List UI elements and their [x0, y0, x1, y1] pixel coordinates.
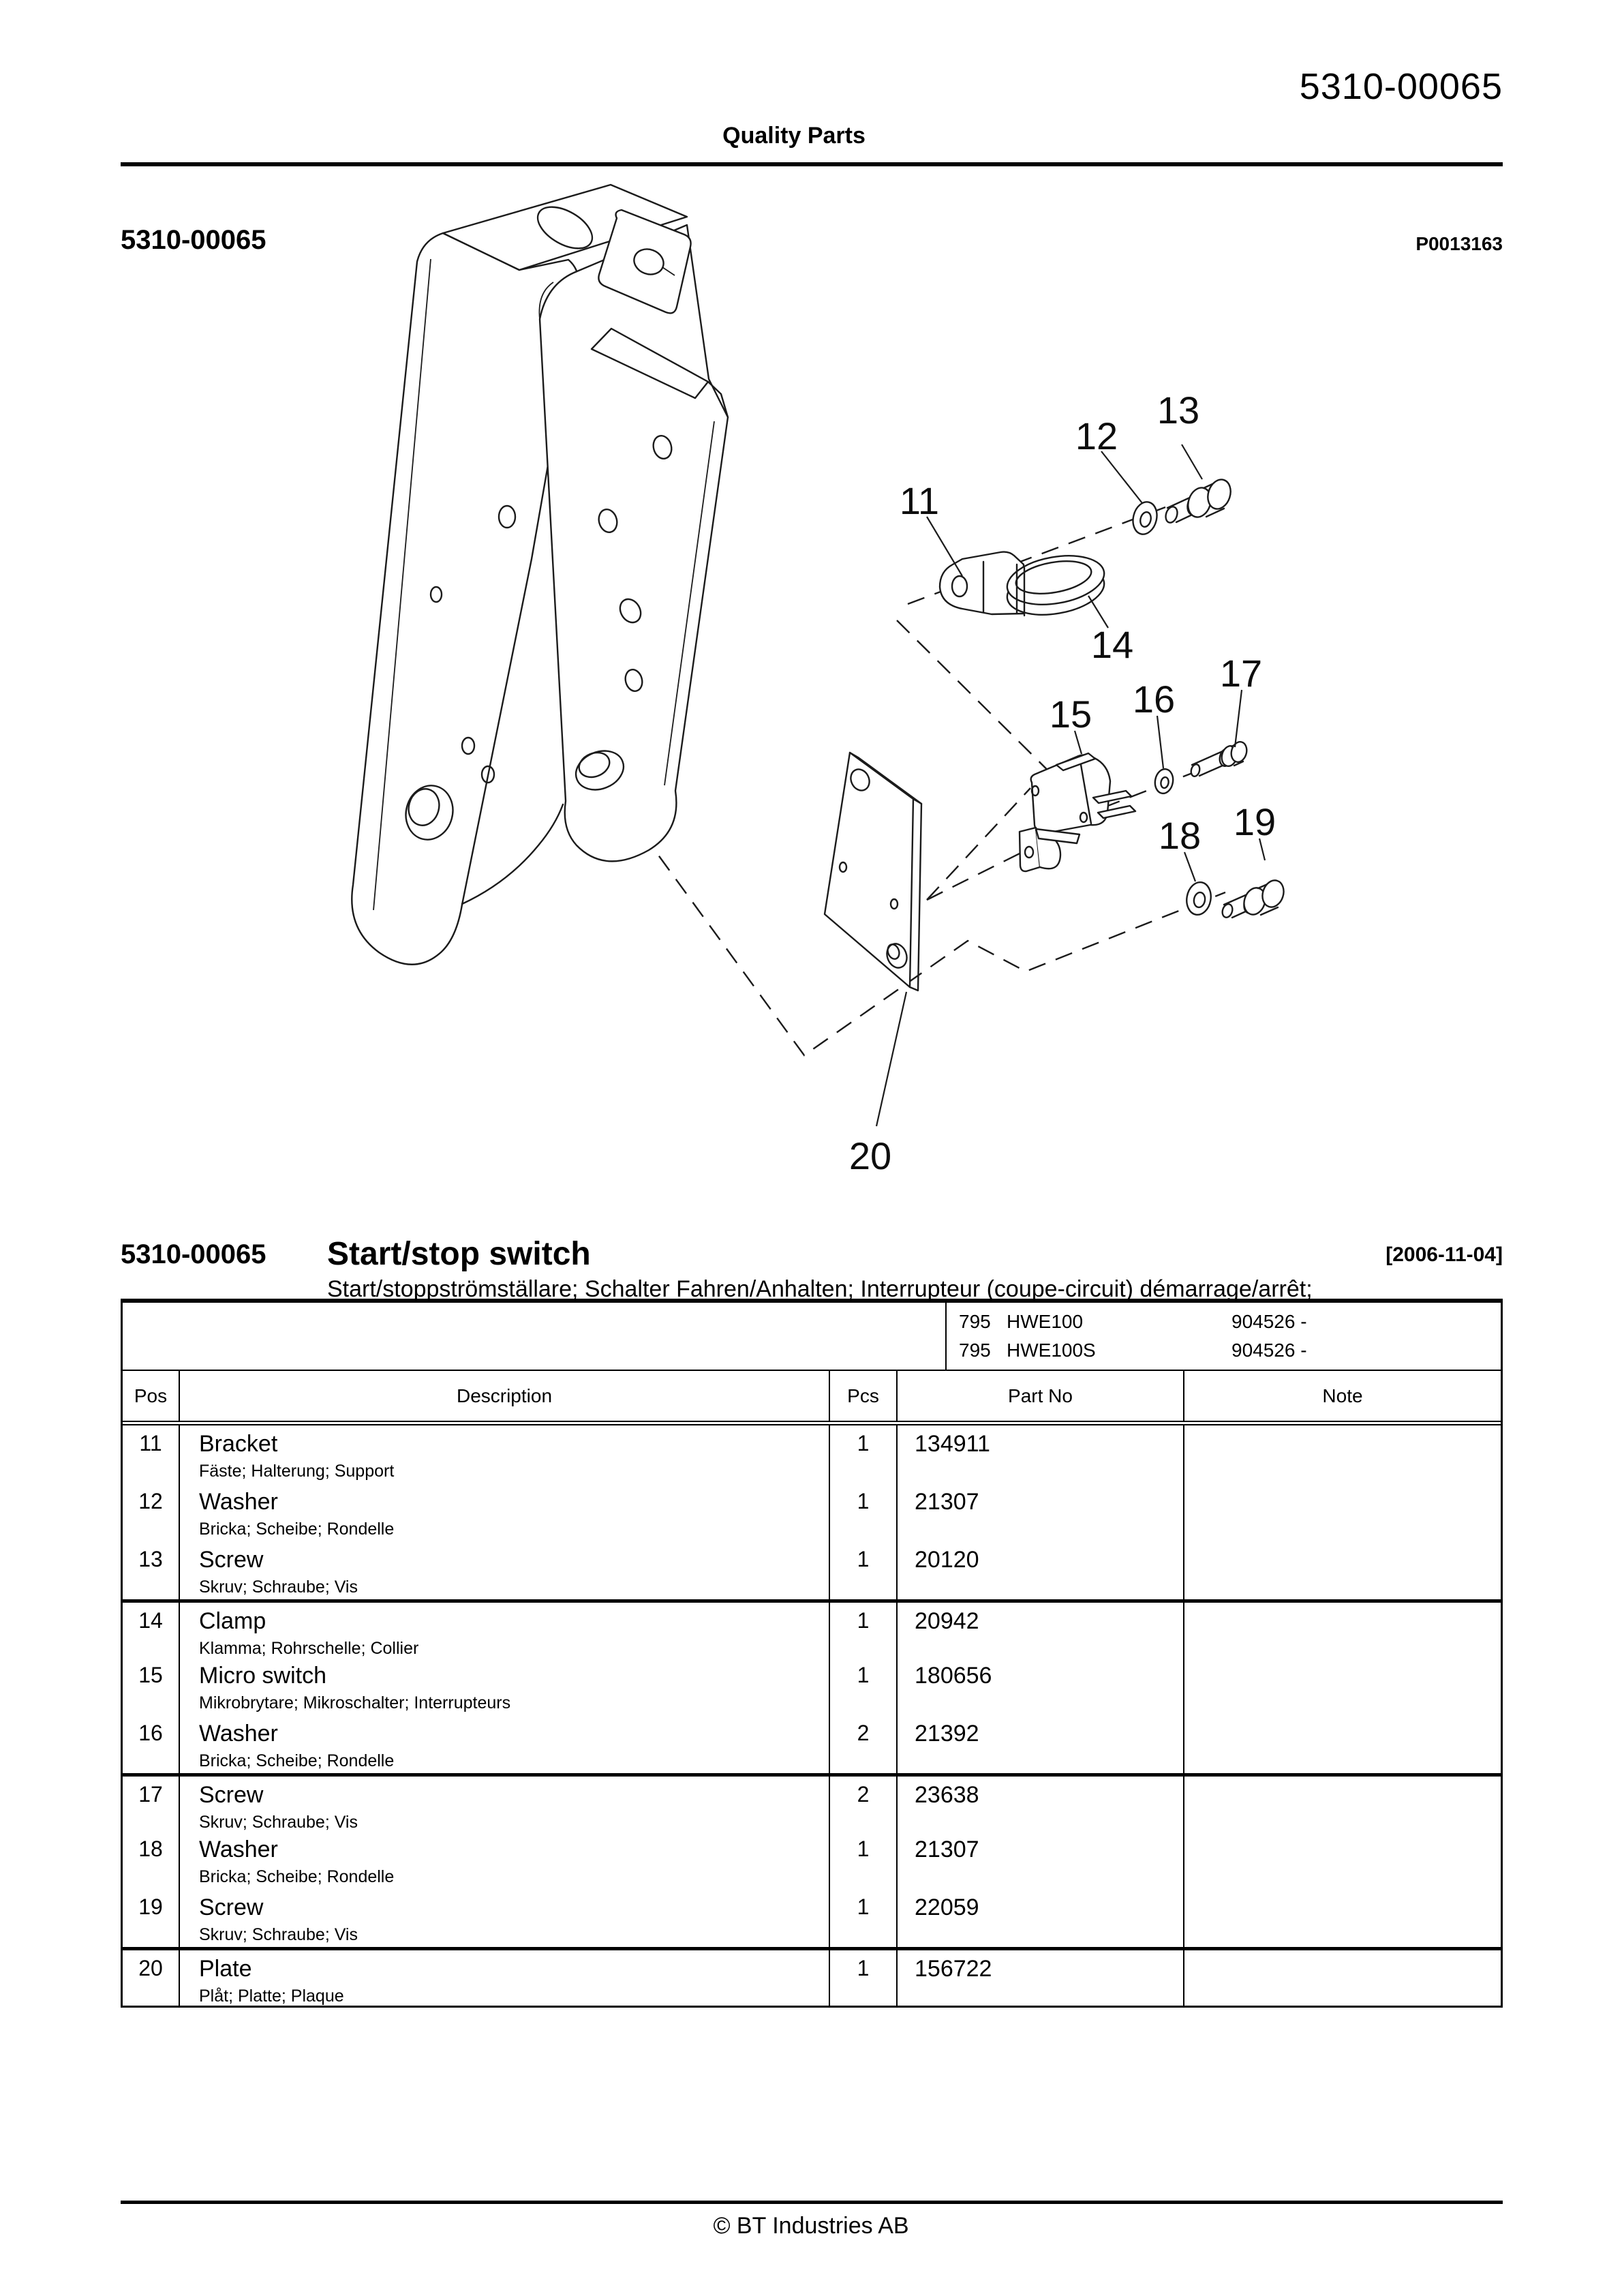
part-translations: Bricka; Scheibe; Rondelle	[199, 1520, 395, 1539]
table-row	[123, 1657, 1501, 1715]
col-header-part-no: Part No	[898, 1371, 1184, 1421]
part-name: Washer	[199, 1721, 278, 1747]
cell-description	[180, 1483, 830, 1541]
callout-13: 13	[1157, 389, 1200, 432]
table-column-headers	[123, 1371, 1501, 1425]
cell-part-no: 21392	[898, 1715, 1184, 1773]
variant-row	[959, 1311, 1307, 1333]
part-name: Screw	[199, 1894, 264, 1920]
cell-note	[1184, 1425, 1501, 1483]
variant-serial: 904526 -	[1231, 1340, 1307, 1361]
part-translations: Skruv; Schraube; Vis	[199, 1577, 358, 1597]
callout-12: 12	[1075, 414, 1118, 457]
variant-model: HWE100	[1007, 1311, 1084, 1332]
variant-model: HWE100S	[1007, 1340, 1096, 1361]
callout-15: 15	[1049, 693, 1092, 736]
callout-14: 14	[1090, 623, 1134, 666]
part-name: Washer	[199, 1837, 278, 1862]
part-name: Screw	[199, 1782, 264, 1808]
image-reference: P0013163	[1416, 233, 1503, 254]
col-header-description: Description	[180, 1371, 830, 1421]
cell-note	[1184, 1657, 1501, 1715]
cell-pos: 19	[123, 1889, 180, 1947]
callout-19: 19	[1233, 800, 1276, 843]
part-name: Bracket	[199, 1431, 278, 1457]
footer-copyright: © BT Industries AB	[713, 2213, 909, 2239]
table-row	[123, 1715, 1501, 1773]
footer-rule	[121, 2201, 1503, 2204]
table-row	[123, 1599, 1501, 1657]
cell-pcs: 2	[830, 1715, 898, 1773]
screw-19-part	[1221, 877, 1287, 918]
cell-part-no: 156722	[898, 1950, 1184, 2006]
cell-note	[1184, 1483, 1501, 1541]
part-name: Screw	[199, 1547, 264, 1573]
cell-part-no: 20942	[898, 1603, 1184, 1659]
variants-header	[123, 1303, 1501, 1371]
table-row	[123, 1947, 1501, 2005]
cell-pos: 17	[123, 1777, 180, 1832]
callout-16: 16	[1132, 678, 1176, 721]
part-name: Micro switch	[199, 1663, 327, 1689]
washer-18-part	[1184, 880, 1214, 916]
cell-pos: 14	[123, 1603, 180, 1659]
cell-description	[180, 1715, 830, 1773]
part-name: Plate	[199, 1956, 252, 1982]
part-translations: Bricka; Scheibe; Rondelle	[199, 1751, 395, 1770]
col-header-pcs: Pcs	[830, 1371, 898, 1421]
cell-pcs: 2	[830, 1777, 898, 1832]
part-translations: Bricka; Scheibe; Rondelle	[199, 1867, 395, 1886]
cell-note	[1184, 1777, 1501, 1832]
cell-part-no: 21307	[898, 1483, 1184, 1541]
part-translations: Mikrobrytare; Mikroschalter; Interrupteurs	[199, 1693, 511, 1712]
doc-number-left: 5310-00065	[121, 225, 266, 255]
cell-description	[180, 1541, 830, 1599]
cell-pcs: 1	[830, 1657, 898, 1715]
cell-description	[180, 1603, 830, 1659]
cell-pos: 18	[123, 1831, 180, 1889]
table-row	[123, 1541, 1501, 1599]
cell-part-no: 21307	[898, 1831, 1184, 1889]
washer-12-part	[1130, 500, 1161, 537]
doc-number-large: 5310-00065	[1299, 66, 1503, 107]
cell-part-no: 180656	[898, 1657, 1184, 1715]
part-translations: Fäste; Halterung; Support	[199, 1462, 395, 1481]
title-subtitle: Start/stoppströmställare; Schalter Fahren/Anhalten; Interrupteur (coupe-circuit) démarrage/arrêt;	[327, 1276, 1313, 1302]
table-row	[123, 1831, 1501, 1889]
table-row	[123, 1889, 1501, 1947]
parts-table	[121, 1299, 1503, 2008]
cell-pos: 15	[123, 1657, 180, 1715]
part-translations: Skruv; Schraube; Vis	[199, 1813, 358, 1832]
screw-17-part	[1190, 740, 1249, 778]
cell-pos: 13	[123, 1541, 180, 1599]
table-row	[123, 1773, 1501, 1831]
plate-part	[825, 753, 921, 991]
table-row	[123, 1425, 1501, 1483]
bracket-part	[352, 185, 728, 965]
cell-note	[1184, 1950, 1501, 2006]
cell-part-no: 20120	[898, 1541, 1184, 1599]
cell-note	[1184, 1715, 1501, 1773]
part-translations: Skruv; Schraube; Vis	[199, 1925, 358, 1944]
part-translations: Klamma; Rohrschelle; Collier	[199, 1639, 419, 1658]
variant-row	[959, 1340, 1307, 1361]
cell-part-no: 134911	[898, 1425, 1184, 1483]
cell-description	[180, 1425, 830, 1483]
cell-description	[180, 1889, 830, 1947]
variant-serial: 904526 -	[1231, 1311, 1307, 1332]
title-date: [2006-11-04]	[1386, 1243, 1503, 1266]
page-title: Start/stop switch	[327, 1236, 591, 1272]
cell-pos: 12	[123, 1483, 180, 1541]
section-title: Quality Parts	[722, 123, 866, 149]
cell-part-no: 23638	[898, 1777, 1184, 1832]
callout-18: 18	[1158, 814, 1202, 857]
col-header-pos: Pos	[123, 1371, 180, 1421]
callout-20: 20	[848, 1134, 892, 1177]
washer-16-part	[1153, 768, 1175, 795]
part-name: Clamp	[199, 1608, 266, 1634]
cell-pcs: 1	[830, 1889, 898, 1947]
screw-13-part	[1164, 477, 1234, 524]
variant-code: 795	[959, 1340, 991, 1361]
cell-pcs: 1	[830, 1950, 898, 2006]
part-translations: Plåt; Platte; Plaque	[199, 1987, 344, 2006]
cell-note	[1184, 1889, 1501, 1947]
callout-17: 17	[1219, 652, 1263, 695]
cell-description	[180, 1657, 830, 1715]
cell-pos: 11	[123, 1425, 180, 1483]
title-number: 5310-00065	[121, 1239, 266, 1269]
variant-code: 795	[959, 1311, 991, 1332]
cell-pcs: 1	[830, 1603, 898, 1659]
cell-note	[1184, 1541, 1501, 1599]
cell-description	[180, 1950, 830, 2006]
cell-pos: 16	[123, 1715, 180, 1773]
cell-description	[180, 1777, 830, 1832]
variants-divider	[945, 1303, 947, 1370]
cell-pcs: 1	[830, 1483, 898, 1541]
cell-pcs: 1	[830, 1425, 898, 1483]
table-body	[123, 1425, 1501, 2005]
cell-pcs: 1	[830, 1541, 898, 1599]
cell-part-no: 22059	[898, 1889, 1184, 1947]
table-row	[123, 1483, 1501, 1541]
cell-note	[1184, 1831, 1501, 1889]
col-header-note: Note	[1322, 1385, 1363, 1406]
cell-description	[180, 1831, 830, 1889]
part-name: Washer	[199, 1489, 278, 1515]
cell-pos: 20	[123, 1950, 180, 2006]
micro-switch-part	[1020, 753, 1135, 871]
callout-11: 11	[899, 479, 940, 522]
cell-pcs: 1	[830, 1831, 898, 1889]
cell-note	[1184, 1603, 1501, 1659]
